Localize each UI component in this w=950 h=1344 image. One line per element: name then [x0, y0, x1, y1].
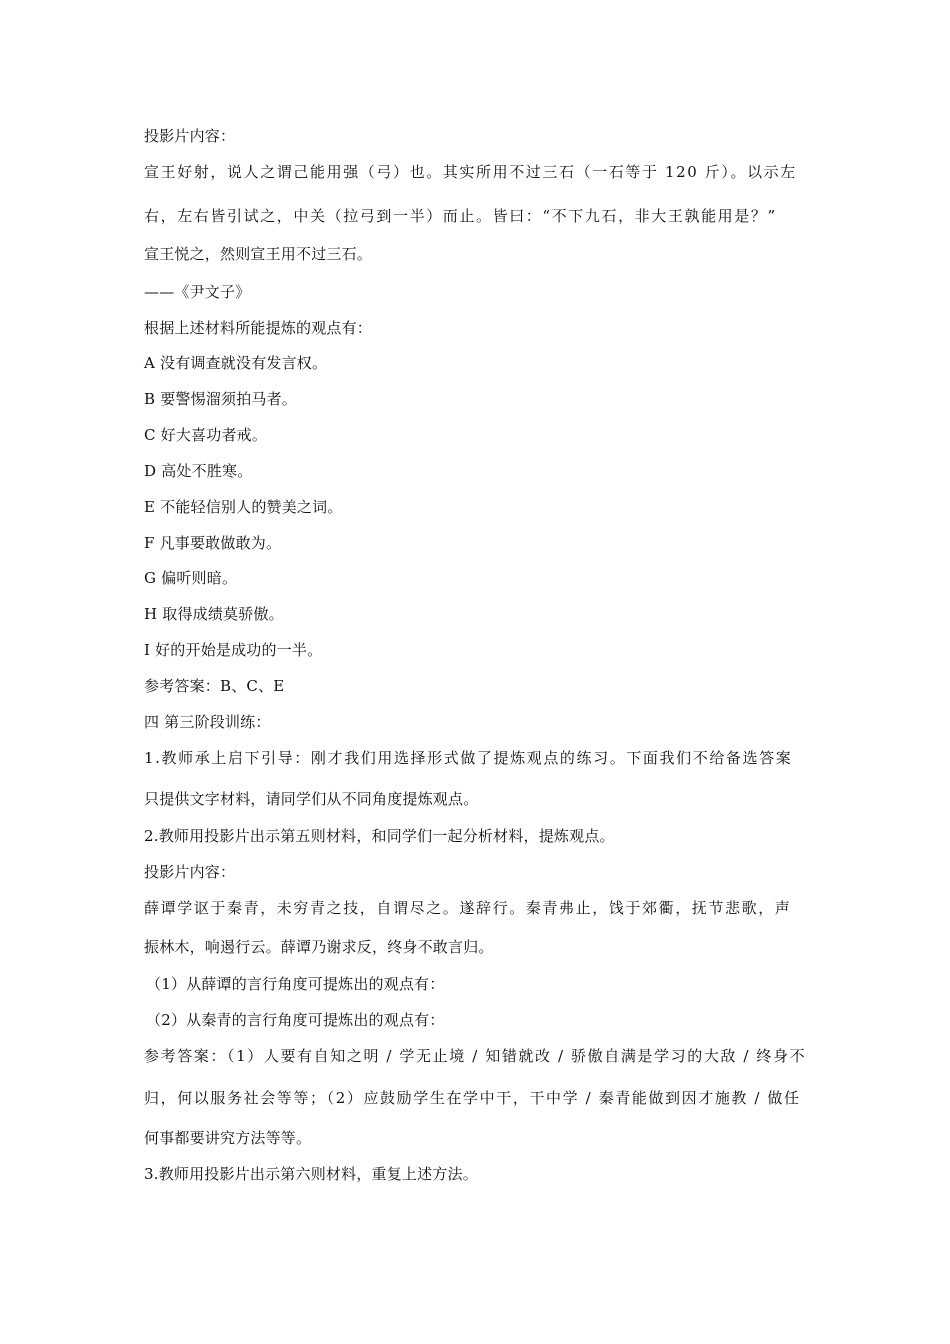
option-g: G 偏听则暗。 [144, 569, 238, 587]
reference-answer-2-line-3: 何事都要讲究方法等等。 [144, 1129, 312, 1147]
material-2-line-2: 振林木，响遏行云。薛谭乃谢求反，终身不敢言归。 [144, 938, 494, 956]
reference-answer-2-line-2: 归，何以服务社会等等；（2）应鼓励学生在学中干，干中学 / 秦青能做到因才施教 / 做任 [144, 1089, 801, 1107]
material-2-line-1: 薛谭学讴于秦青，未穷青之技，自谓尽之。遂辞行。秦青弗止，饯于郊衢，抚节悲歌，声 [144, 899, 792, 917]
step-1-line-1: 1.教师承上启下引导：刚才我们用选择形式做了提炼观点的练习。下面我们不给备选答案 [144, 749, 793, 767]
option-c: C 好大喜功者戒。 [144, 426, 268, 444]
option-a: A 没有调查就没有发言权。 [144, 354, 328, 372]
step-3: 3.教师用投影片出示第六则材料，重复上述方法。 [144, 1165, 478, 1183]
step-1-line-2: 只提供文字材料，请同学们从不同角度提炼观点。 [144, 790, 479, 808]
step-2: 2.教师用投影片出示第五则材料，和同学们一起分析材料，提炼观点。 [144, 827, 615, 845]
question-1: （1）从薛谭的言行角度可提炼出的观点有： [146, 975, 445, 993]
material-source: ——《尹文子》 [144, 283, 251, 301]
material-line-2: 右，左右皆引试之，中关（拉弓到一半）而止。皆曰：“不下九石，非大王孰能用是？” [144, 207, 777, 225]
projection-content-label: 投影片内容： [144, 127, 236, 145]
projection-content-label-2: 投影片内容： [144, 863, 236, 881]
reference-answer-1: 参考答案：B、C、E [144, 677, 285, 695]
option-b: B 要警惕溜须拍马者。 [144, 390, 297, 408]
question-2: （2）从秦青的言行角度可提炼出的观点有： [146, 1011, 445, 1029]
section-heading-stage-3: 四 第三阶段训练： [144, 713, 271, 731]
option-h: H 取得成绩莫骄傲。 [144, 605, 284, 623]
reference-answer-2-line-1: 参考答案：（1）人要有自知之明 / 学无止境 / 知错就改 / 骄傲自满是学习的大敌 / 终身不 [144, 1047, 807, 1065]
material-line-1: 宣王好射，说人之谓己能用强（弓）也。其实所用不过三石（一石等于 120 斤）。以示左 [144, 163, 797, 181]
option-d: D 高处不胜寒。 [144, 462, 253, 480]
option-f: F 凡事要敢做敢为。 [144, 534, 282, 552]
option-e: E 不能轻信别人的赞美之词。 [144, 498, 343, 516]
option-i: I 好的开始是成功的一半。 [144, 641, 323, 659]
material-line-3: 宣王悦之，然则宣王用不过三石。 [144, 245, 373, 263]
question-prompt: 根据上述材料所能提炼的观点有： [144, 319, 373, 337]
